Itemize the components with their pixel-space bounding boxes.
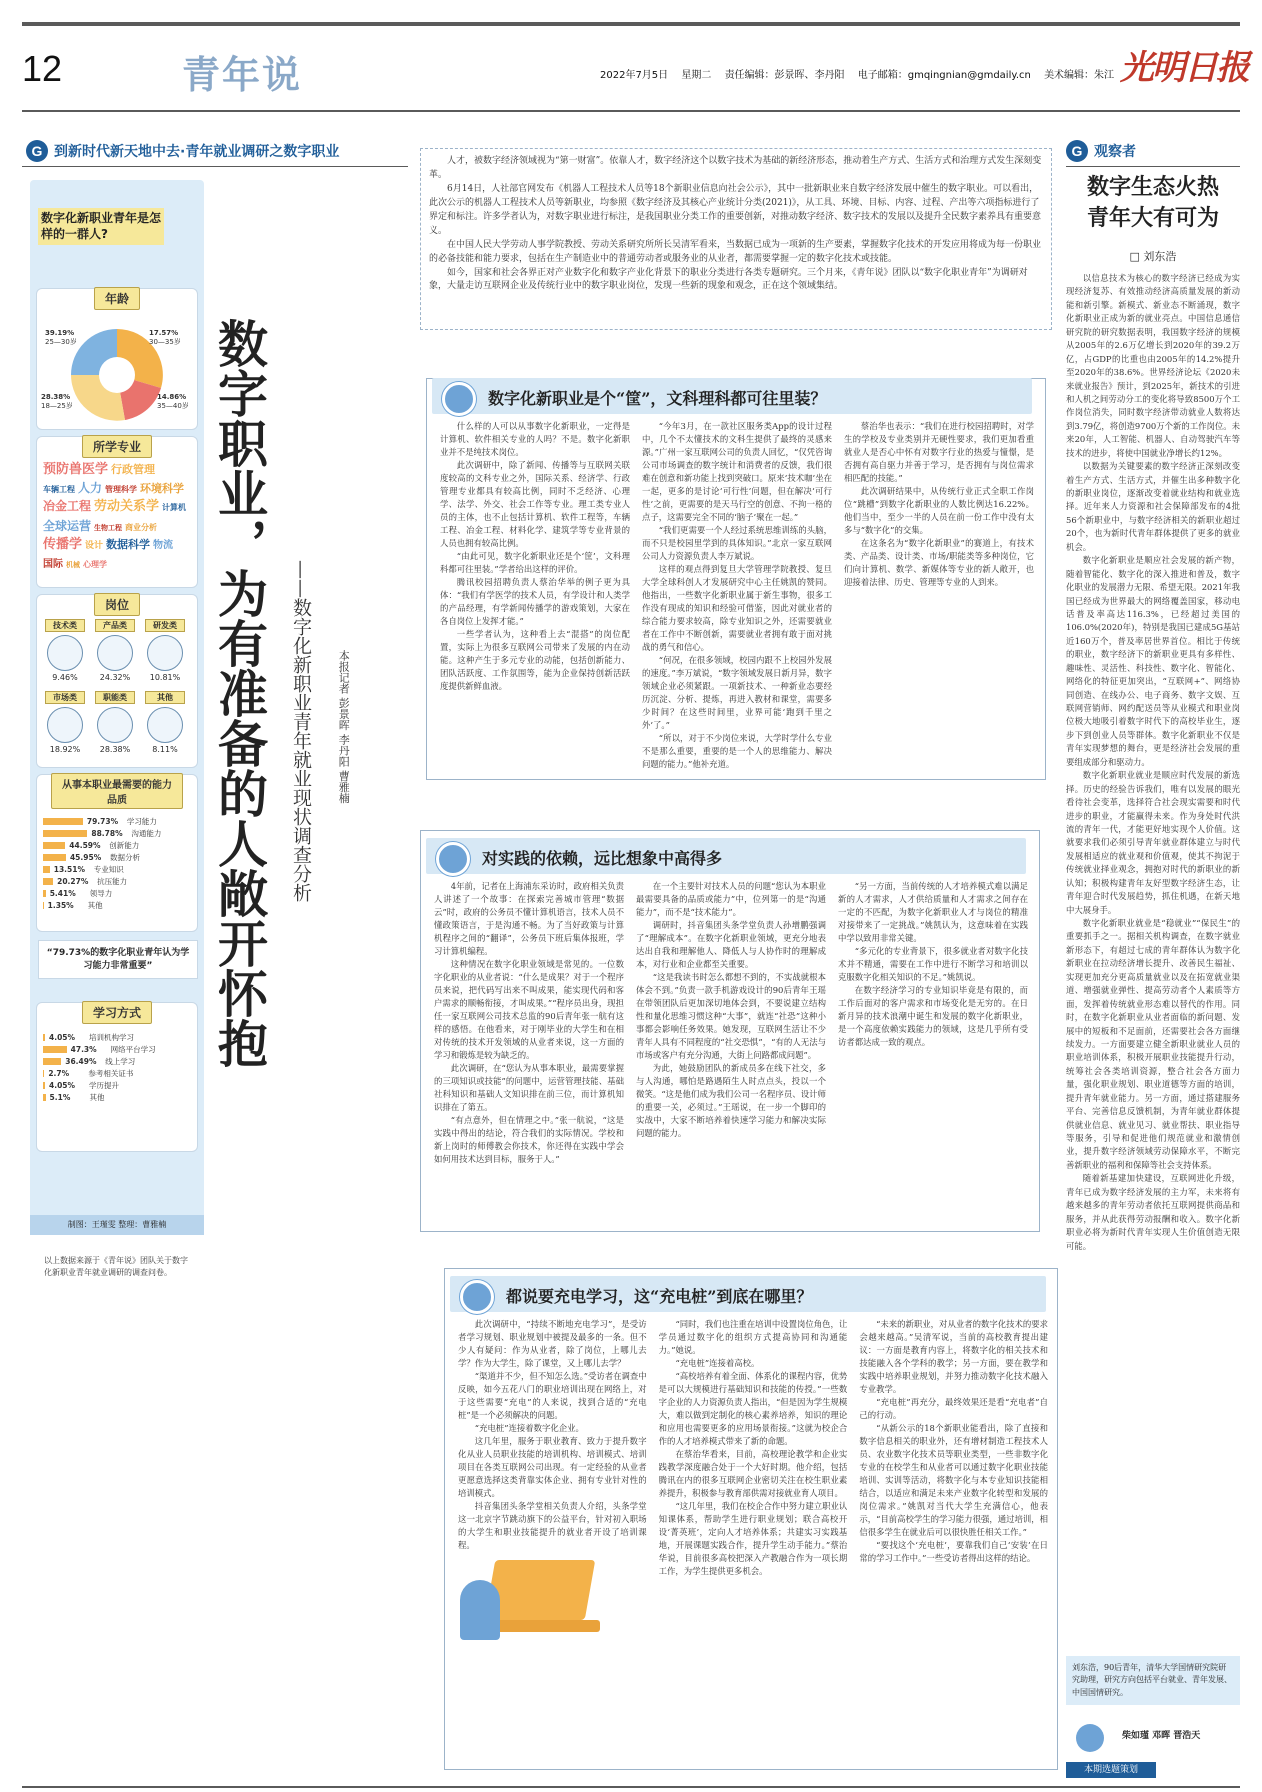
person-icon xyxy=(147,707,183,743)
intro-text xyxy=(429,155,1043,294)
major-word: 商业分析 xyxy=(125,522,158,532)
newspaper-logo: 光明日报 xyxy=(1120,48,1248,88)
bar-row xyxy=(43,863,193,875)
age-label-1: 17.57% 30—35岁 xyxy=(149,329,181,346)
article-paragraph: “今年3月，在一款社区服务类App的设计过程中，几个不太懂技术的文科生提供了最终的灵感来源。”广州一家互联网公司的负责人回忆，“仅凭咨询公司市场调查的数字统计和消费者的反馈，我们很难在创意和新功能上找到突破口。原来‘技术咖’坐在一起，更多的是讨论‘可行性’问题，但在解决‘可行性’之前，更需要的是天马行空的创意、不拘一格的点子，这需要完全不同的‘脑子’聚在一起。” xyxy=(642,421,832,523)
article-paragraph: “要找这个‘充电桩’，要靠我们自己‘安装’在日常的学习工作中。”一些受访者得出这样的结论。 xyxy=(859,1540,1048,1564)
major-word: 机械 xyxy=(66,561,80,570)
section-2-band xyxy=(426,838,1026,874)
bar-value: 36.49% xyxy=(65,1056,97,1066)
planning-box xyxy=(1066,1720,1240,1782)
intro-paragraph: 在中国人民大学劳动人事学院教授、劳动关系研究所所长吴清军看来，当数据已成为一项新的生产要素，掌握数字化技术的开发应用将成为每一份职业的必备技能和能力要求，包括在生产制造业中的普通劳动者或服务业的从业者，都需要掌握一定的数字化技术或技能。 xyxy=(429,239,1042,264)
bar-row xyxy=(43,1055,193,1067)
major-word: 预防兽医学 xyxy=(43,462,109,477)
observer-tag-label: 观察者 xyxy=(1094,144,1136,160)
clock-icon xyxy=(442,382,476,416)
person-icon xyxy=(147,635,183,671)
masthead-rule xyxy=(22,110,1240,112)
position-item xyxy=(95,619,135,682)
bar-row xyxy=(43,899,193,911)
person-icon xyxy=(97,707,133,743)
bar-row xyxy=(43,875,193,887)
bar-fill xyxy=(43,890,46,897)
position-card xyxy=(36,594,198,768)
major-word: 劳动关系学 xyxy=(94,499,160,515)
byline: 本报记者 彭景晖 李丹阳 曹雅楠 xyxy=(337,650,351,804)
bar-fill xyxy=(43,1082,45,1089)
main-headline: 数字职业，为有准备的人敞开怀抱 xyxy=(210,318,269,1068)
learning-card xyxy=(36,1002,198,1152)
age-card xyxy=(36,288,198,430)
ability-bar-chart xyxy=(43,815,193,911)
bar-fill xyxy=(43,1046,67,1053)
position-value: 24.32% xyxy=(99,673,131,682)
commentary-paragraph: 以信息技术为核心的数字经济已经成为实现经济复苏、有效推动经济高质量发展的新动能和新引擎。新模式、新业态不断涌现，数字化新职业正成为新的就业亮点。中国信息通信研究院的研究数据表明，我国数字经济的规模从2005年的2.6万亿增长到2020年的39.2万亿，占GDP的比重也由2005年的14.2%提升至2020年的38.6%。世界经济论坛《2020未来就业报告》预计，到2025年，新技术的引进和人机之间劳动分工的变化将导致8500万个工作岗位消失，同时数字经济带动就业人数将达到3.79亿，将创造9700万个新的工作岗位。未来20年，人工智能、机器人、自动驾驶汽车等技术的进步，将使中国就业净增长约12%。 xyxy=(1066,273,1240,458)
article-paragraph: “这几年里，我们在校企合作中努力建立职业认知课体系，帮助学生进行职业规划；联合高校开设‘菁英班’，定向人才培养体系；共建实习实践基地，开展课题实践合作，提升学生动手能力。”蔡治华说，目前很多高校把深入产教融合作为一项长期工作，为学生提供更多机会。 xyxy=(658,1501,848,1577)
person-icon xyxy=(47,707,83,743)
infographic-title: 数字化新职业青年是怎样的一群人? xyxy=(38,208,164,245)
laptop-illustration xyxy=(470,1540,600,1650)
major-word: 人力 xyxy=(78,481,103,496)
bar-fill xyxy=(43,878,53,885)
article-paragraph: 腾讯校园招聘负责人蔡治华举的例子更为具体：“我们有学医学的技术人员，有学设计和人类学的产品经理，有学新闻传播学的游戏策划，大家在各自岗位上发挥才能。” xyxy=(440,577,630,627)
position-item xyxy=(45,691,85,754)
bar-label: 其他 xyxy=(87,900,103,910)
planning-names: 柴如瑾 邓晖 晋浩天 xyxy=(1122,1731,1201,1741)
bar-label: 数据分析 xyxy=(109,852,140,862)
section-title: 青年说 xyxy=(182,52,303,97)
commentary-paragraph: 数字化新职业就业是顺应时代发展的新选择。历史的经验告诉我们，唯有以发展的眼光看待社会变革，选择符合社会现实需要和时代进步的职业，才能赢得未来。作为身处时代洪流的青年一代，才能更好地实现个人价值。这就要求我们必须引导青年就业群体建立与时代发展相适应的就业观和价值观，使其不拘泥于传统就业择业观念，拥抱对时代的新职业的新认知；积极构建青年友好型数字经济生态，让青年迎合时代发展趋势，抓住机遇，在新天地中大展身手。 xyxy=(1066,770,1240,915)
major-word: 计算机 xyxy=(162,503,187,513)
bar-value: 4.05% xyxy=(49,1080,76,1090)
masthead-editors: 责任编辑：彭景晖、李丹阳 xyxy=(724,70,845,81)
bar-label: 线上学习 xyxy=(105,1056,136,1066)
age-pie-hole xyxy=(99,357,135,393)
position-heading: 岗位 xyxy=(94,593,140,616)
position-label: 研发类 xyxy=(145,619,185,632)
infographic-credit: 制图：王瑾雯 整理：曹雅楠 xyxy=(30,1215,204,1235)
bar-value: 79.73% xyxy=(86,816,119,826)
article-paragraph: 此次调研中，除了新闻、传播等与互联网关联度较高的文科专业之外，国际关系、经济学、行政管理专业都具有较高比例，同时不乏经济、心理学、法学、外交、社会工作等专业。理工类专业人员的主体，也不止包括计算机、软件工程等，车辆工程、冶金工程、材料化学、建筑学等专业背景的人员也拥有较高比例。 xyxy=(440,460,630,549)
bar-value: 44.59% xyxy=(69,840,101,850)
major-word: 车辆工程 xyxy=(43,485,75,495)
article-paragraph: “渠道并不少，但不知怎么选。”受访者在调查中反映，如今五花八门的职业培训出现在网络上，对于这些需要“充电”的人来说，找到合适的“充电桩”是一个必须解决的问题。 xyxy=(458,1371,647,1421)
major-word: 环境科学 xyxy=(140,482,185,496)
position-value: 9.46% xyxy=(52,673,78,682)
major-word: 生物工程 xyxy=(94,523,123,532)
major-word: 传播学 xyxy=(43,536,83,552)
bar-label: 领导力 xyxy=(89,888,113,898)
article-column xyxy=(440,420,630,770)
major-word: 行政管理 xyxy=(111,463,156,476)
position-value: 18.92% xyxy=(49,745,81,754)
bar-row xyxy=(43,839,193,851)
age-heading: 年龄 xyxy=(94,287,140,310)
article-paragraph: 4年前，记者在上海浦东采访时，政府相关负责人讲述了一个故事：在探索完善城市管理“数据云”时，政府的公务员不懂计算机语言，技术人员不懂政策语言，于是沟通不畅。为了当好政策与计算机程序之间的“翻译”，公务员下班后集体报班，学习计算机编程。 xyxy=(434,881,624,957)
major-word: 数据科学 xyxy=(106,537,151,551)
article-paragraph: 在一个主要针对技术人员的问题“您认为本职业最需要具备的品质或能力”中，位列第一的是“沟通能力”，而不是“技术能力”。 xyxy=(636,881,826,918)
position-item xyxy=(145,691,185,754)
article-column xyxy=(859,1318,1048,1762)
commentary-title-line2: 青年大有可为 xyxy=(1086,204,1219,231)
bar-label: 培训机构学习 xyxy=(89,1032,135,1042)
bar-label: 抗压能力 xyxy=(97,876,128,886)
major-word: 物流 xyxy=(153,539,174,551)
article-column xyxy=(636,880,826,1224)
article-column xyxy=(659,1318,848,1762)
position-label: 其他 xyxy=(145,691,185,704)
page-number: 12 xyxy=(22,48,63,89)
section-3-title: 都说要充电学习，这“充电桩”到底在哪里？ xyxy=(506,1287,813,1306)
bar-value: 5.1% xyxy=(49,1092,71,1102)
bar-label: 创新能力 xyxy=(109,840,140,850)
bar-row xyxy=(43,827,193,839)
bar-label: 沟通能力 xyxy=(131,828,162,838)
article-paragraph: 此次调研结果中，从传统行业正式全职工作岗位“跳槽”到数字化新职业的人数比例达16.22%。他们当中，至少一半的人员在前一份工作中没有太多与“数字化”的交集。 xyxy=(844,486,1034,536)
bar-row xyxy=(43,1079,193,1091)
article-paragraph: 在这条名为“数字化新职业”的赛道上，有技术类、产品类、设计类、市场/职能类等多种岗位，它们向计算机、数学、新媒体等专业的新人敞开，也迎接着法律、历史、管理等专业的人到来。 xyxy=(844,538,1034,588)
article-paragraph: 在数字经济学习的专业知识毕竟是有限的，而工作后面对的客户需求和市场变化是无穷的。在日新月异的技术浪潮中诞生和发展的数字化新职业，是一个高度依赖实践能力的领域，这是几乎所有受访者都达成一致的观点。 xyxy=(838,985,1028,1048)
article-paragraph: “何况，在很多领域，校园内跟不上校园外发展的速度。”李万斌说，“数字领域发展日新月异，数字领域企业必须紧跟。一项新技术、一种新业态要经历沉淀、分析、提炼，再进入教材和课堂，需要多少时间？在这些时间里，业界可能‘跑到千里之外’了。” xyxy=(642,655,832,731)
bar-value: 20.27% xyxy=(57,876,89,886)
masthead-email: 电子邮箱：gmqingnian@gmdaily.cn xyxy=(857,70,1031,81)
clock-icon xyxy=(436,842,470,876)
article-paragraph: “我们更需要一个人经过系统思维训练的头脑，而不只是校园里学到的具体知识。”北京一家互联网公司人力资源负责人李万斌说。 xyxy=(642,525,832,562)
bar-fill xyxy=(43,866,50,873)
age-label-2: 28.38% 18—25岁 xyxy=(41,393,73,410)
major-word: 冶金工程 xyxy=(43,499,92,514)
position-item xyxy=(145,619,185,682)
position-label: 技术类 xyxy=(45,619,85,632)
position-value: 8.11% xyxy=(152,745,178,754)
person-shape xyxy=(460,1580,500,1640)
bar-label: 其他 xyxy=(89,1092,105,1102)
bar-row xyxy=(43,1043,193,1055)
bar-row xyxy=(43,1067,193,1079)
article-paragraph: “有点意外，但在情理之中。”张一航说，“这是实践中得出的结论，符合我们的实际情况。学校和新上岗时的师傅教会你技术，你还得在实践中学会如何用技术达到目标，服务于人。” xyxy=(434,1115,624,1165)
bar-label: 专业知识 xyxy=(93,864,124,874)
bar-fill xyxy=(43,854,66,861)
series-tag-underline xyxy=(22,166,408,167)
clock-icon xyxy=(460,1280,494,1314)
article-column xyxy=(844,420,1034,770)
bar-row xyxy=(43,887,193,899)
bar-value: 1.35% xyxy=(47,900,74,910)
section-1-title: 数字化新职业是个“筐”，文科理科都可往里装？ xyxy=(488,389,827,408)
observer-underline xyxy=(1066,166,1240,167)
commentary-title xyxy=(1066,172,1240,234)
article-paragraph: “充电桩”连接着高校。 xyxy=(675,1358,760,1369)
article-column xyxy=(642,420,832,770)
bar-value: 4.05% xyxy=(49,1032,76,1042)
intro-box xyxy=(420,148,1052,330)
article-paragraph: 什么样的人可以从事数字化新职业，一定得是计算机、软件相关专业的人吗？不是。数字化新职业并不是纯技术岗位。 xyxy=(440,421,630,458)
bar-value: 13.51% xyxy=(53,864,85,874)
bar-label: 网络平台学习 xyxy=(110,1044,156,1054)
article-paragraph: 蔡治华也表示：“我们在进行校园招聘时，对学生的学校及专业类别并无硬性要求，我们更加看重就业人是否心中怀有对数字行业的热爱与憧憬，是否拥有高自驱力并善于学习，是否拥有与岗位需求相匹配的技能。” xyxy=(844,421,1034,484)
source-note: 以上数据来源于《青年说》团队关于数字化新职业青年就业调研的调查问卷。 xyxy=(44,1256,188,1278)
major-word: 管理科学 xyxy=(105,485,138,495)
article-paragraph: “充电桩”再充分，最终效果还是看“充电者”自己的行动。 xyxy=(859,1397,1048,1421)
article-paragraph: “由此可见，数字化新职业还是个‘筐’，文科理科都可往里装。”学者给出这样的评价。 xyxy=(440,551,630,575)
bar-fill xyxy=(43,842,65,849)
article-paragraph: “充电桩”连接着数字化企业。 xyxy=(474,1423,584,1434)
article-paragraph: “未来的新职业，对从业者的数字化技术的要求会越来越高。”吴清军说，当前的高校教育提出建议：一方面是教育内容上，将数字化的相关技术和技能融入各个学科的教学；另一方面，要在教学和实践中培养职业规划，并努力推动数字化技术融入专业教学。 xyxy=(859,1319,1048,1395)
article-paragraph: “从新公示的18个新职业能看出，除了直接和数字信息相关的职业外，还有增材制造工程技术人员、农业数字化技术员等职业类型，一些非数字化专业的在校学生和从业者可以通过数字化职业技能培训、实训等活动，将数字化与本专业知识技能相结合，以适应和满足未来产业数字化转型和发展的岗位需求。”姚凯对当代大学生充满信心，他表示，“目前高校学生的学习能力很强，通过培训，相信很多学生在就业后可以很快胜任相关工作。” xyxy=(859,1423,1048,1538)
bar-label: 学习能力 xyxy=(126,816,157,826)
major-word: 设计 xyxy=(85,540,104,551)
article-paragraph: “高校培养有着全面、体系化的课程内容，优势是可以大规模进行基础知识和技能的传授。”一些数字企业的人力资源负责人指出，“但是因为学生规模大，难以做到定制化的核心素养培养，知识的理论和应用也需要更多的应用场景衔接。”这就为校企合作的人才培养模式带来了新的命题。 xyxy=(658,1371,848,1447)
planning-label: 本期选题策划 xyxy=(1066,1762,1156,1778)
article-paragraph: 这几年里，服务于职业教育、致力于提升数字化从业人员职业技能的培训机构、培训模式、培训项目在各类互联网公司出现。有一定经验的从业者更愿意选择这类背靠实体企业、拥有专业针对性的培训模式。 xyxy=(458,1436,647,1499)
sub-headline: ——数字化新职业青年就业现状调查分析 xyxy=(290,560,312,902)
masthead-meta xyxy=(600,66,1124,81)
intro-paragraph: 人才，被数字经济领域视为“第一财富”。依靠人才，数字经济这个以数字技术为基础的新经济形态，推动着生产方式、生活方式和治理方式发生深刻变革。 xyxy=(429,156,1042,180)
article-paragraph: 调研时，抖音集团头条学堂负责人孙增鹏强调了“理解成本”。在数字化新职业领域，更充分地表达出自我和理解他人、降低人与人协作时的理解成本，对行业和企业都至关重要。 xyxy=(636,920,826,970)
g-logo-icon: G xyxy=(26,140,48,162)
position-value: 10.81% xyxy=(149,673,181,682)
bar-row xyxy=(43,851,193,863)
bar-fill xyxy=(43,1094,46,1101)
position-label: 职能类 xyxy=(95,691,135,704)
position-value: 28.38% xyxy=(99,745,131,754)
series-tag-label: 到新时代新天地中去·青年就业调研之数字职业 xyxy=(54,144,340,160)
bar-value: 88.78% xyxy=(91,828,123,838)
bottom-border xyxy=(22,1786,1240,1788)
section-2-title: 对实践的依赖，远比想象中高得多 xyxy=(482,849,723,868)
masthead-weekday: 星期二 xyxy=(681,70,712,81)
bar-row xyxy=(43,1091,193,1103)
series-tag xyxy=(26,140,339,162)
article-paragraph: 这样的观点得到复旦大学管理学院教授、复旦大学全球科创人才发展研究中心主任姚凯的赞同。他指出，一些数字化新职业属于新生事物，很多工作没有现成的知识和经验可借鉴，因此对就业者的综合能力要求较高，除专业知识之外，还需要就业者在工作中不断创新，需要就业者拥有敢于面对挑战的勇气和信心。 xyxy=(642,564,832,653)
age-pie-chart xyxy=(37,309,197,429)
commentary-paragraph: 随着新基建加快建设，互联网进化升级，青年已成为数字经济发展的主力军，未来将有越来越多的青年劳动者依托互联网提供商品和服务，并从此获得劳动报酬和收入。数字化新职业必将为新时代青年实现人生价值创造无限可能。 xyxy=(1066,1173,1240,1251)
bar-label: 参考相关证书 xyxy=(88,1068,134,1078)
bar-value: 2.7% xyxy=(48,1068,70,1078)
major-heading: 所学专业 xyxy=(82,435,152,458)
bar-fill xyxy=(43,830,87,837)
author-bio: 刘东浩，90后青年，清华大学国情研究院研究助理，研究方向包括平台就业、青年发展、中国国情研究。 xyxy=(1066,1656,1240,1705)
bar-fill xyxy=(43,818,83,825)
top-border xyxy=(22,22,1240,26)
age-label-3: 14.86% 35—40岁 xyxy=(157,393,189,410)
g-logo-icon: G xyxy=(1066,140,1088,162)
bar-fill xyxy=(43,1058,61,1065)
section-3-band xyxy=(450,1276,1046,1312)
ability-heading: 从事本职业最需要的能力品质 xyxy=(51,773,183,809)
position-label: 产品类 xyxy=(95,619,135,632)
commentary-body xyxy=(1066,272,1240,1652)
commentary-paragraph: 数字化新职业就业是“稳就业”“保民生”的重要抓手之一。据相关机构调查，在数字就业新形态下，有超过七成的青年群体认为数字化新职业在拉动经济增长提升、改善民生福祉、实现更加充分更高质量就业以及在拓宽就业渠道、增强就业弹性、提高劳动者个人素质等方面，发挥着传统就业形态难以替代的作用。同时，在数字化新职业从业者面临的新问题、发展中的短板和不足面前，还需要社会各方面继续发力。一方面要建立健全新职业就业人员的职业培训体系，积极开展职业技能提升行动，统筹社会各类培训资源，整合社会各方面力量，强化职业规划、职业道德等方面的培训，提升青年就业能力。另一方面，通过搭建服务平台、完善信息反馈机制，为青年就业群体提供就业信息、就业见习、就业帮扶、职业指导等服务，引导和促进他们规范就业和激情创业，提升数字经济领域劳动保障水平，不断完善新职业的福利和保障等社会支持体系。 xyxy=(1066,918,1240,1170)
article-column xyxy=(838,880,1028,1224)
major-word: 国际 xyxy=(43,559,63,571)
position-item xyxy=(95,691,135,754)
article-paragraph: “另一方面，当前传统的人才培养模式难以满足新的人才需求，人才供给质量和人才需求之间存在一定的不匹配，为数字化新职业人才与岗位的精准对接带来了一定挑战。”姚凯认为，这意味着在实践中学以致用非常关键。 xyxy=(838,881,1028,944)
commentary-author: □ 刘东浩 xyxy=(1129,250,1177,263)
bar-row xyxy=(43,815,193,827)
major-card xyxy=(36,436,198,588)
article-paragraph: 为此，她鼓励团队的新成员多在线下社交，多与人沟通，哪怕是路遇陌生人时点点头，投以一个微笑。“这是他们成为我们公司一名程序员、设计师的重要一关，必须过。”王瑶说，在一步一个脚印的实战中，大家不断培养着快速学习能力和解决实际问题的能力。 xyxy=(636,1063,826,1139)
major-word: 心理学 xyxy=(83,560,107,570)
bar-value: 47.3% xyxy=(70,1044,97,1054)
major-word: 全球运营 xyxy=(43,518,92,533)
bar-value: 45.95% xyxy=(69,852,102,862)
bar-value: 5.41% xyxy=(49,888,76,898)
article-paragraph: “这是我读书时怎么都想不到的，不实战就根本体会不到。”负责一款手机游戏设计的90后青年王瑶在带领团队后更加深切地体会到，不要说建立结构性和量化思维习惯这种“大事”，就连“社恐”这种小事都会影响任务效果。她发现，互联网生活让不少青年人具有不同程度的“社交恐惧”，“有的人无法与市场或客户有充分沟通，大街上问路都成问题”。 xyxy=(636,972,826,1061)
masthead-date: 2022年7月5日 xyxy=(600,70,669,81)
article-paragraph: 一些学者认为，这种看上去“混搭”的岗位配置，实际上为很多互联网公司带来了发展的内在动能。这种产生于多元专业的动能，包括创新能力、团队活跃度、工作氛围等，能为企业保持创新活跃度提供新鲜血液。 xyxy=(440,629,630,692)
bar-label: 学历提升 xyxy=(89,1080,120,1090)
age-label-0: 39.19% 25—30岁 xyxy=(45,329,77,346)
section-1-band xyxy=(432,378,1032,414)
bar-fill xyxy=(43,1070,44,1077)
ability-card xyxy=(36,774,198,932)
position-label: 市场类 xyxy=(45,691,85,704)
bar-fill xyxy=(43,1034,45,1041)
infographic-panel xyxy=(30,180,204,1235)
article-paragraph: 此次调研，在“您认为从事本职业，最需要掌握的三项知识或技能”的问题中，运营管理技能、基础社科知识和基础人文知识排在前三位，而计算机知识排在了第五。 xyxy=(434,1063,624,1113)
observer-tag xyxy=(1066,140,1136,162)
article-paragraph: 在蔡治华看来，目前，高校理论教学和企业实践教学深度融合处于一个大好时期。他介绍，包括腾讯在内的很多互联网企业密切关注在校生职业素养提升，积极参与教育部供需对接就业育人项目。 xyxy=(658,1449,848,1499)
learning-bar-chart xyxy=(43,1031,193,1103)
masthead-art-editor: 美术编辑：朱江 xyxy=(1044,70,1115,81)
position-item xyxy=(45,619,85,682)
article-paragraph: 抖音集团头条学堂相关负责人介绍，头条学堂这一北京字节跳动旗下的公益平台，针对初入职场的大学生和职业技能提升的就业者开设了培训课程。 xyxy=(458,1501,647,1551)
laptop-screen-shape xyxy=(485,1560,596,1620)
article-paragraph: “同时，我们也注重在培训中设置岗位角色，让学员通过数字化的组织方式提高协同和沟通能力。”她说。 xyxy=(658,1319,848,1356)
major-word-cloud xyxy=(43,459,191,583)
learning-heading: 学习方式 xyxy=(82,1001,152,1024)
article-paragraph: “多元化的专业背景下，很多就业者对数字化技术并不精通，需要在工作中进行不断学习和培训以克服数字化相关知识的不足。”姚凯说。 xyxy=(838,946,1028,983)
article-column xyxy=(434,880,624,1224)
bar-row xyxy=(43,1031,193,1043)
commentary-paragraph: 以数据为关键要素的数字经济正深刻改变着生产方式、生活方式，并催生出多种数字化的新职业岗位，逐渐改变着就业结构和就业选择。近年来人力资源和社会保障部发布的4批56个新职业中，与数字经济相关的新职业超过20个，也为新时代青年群体提供了更多的就业机会。 xyxy=(1066,461,1240,552)
ability-callout: “79.73%的数字化职业青年认为学习能力非常重要” xyxy=(38,940,198,979)
article-paragraph: 这种情况在数字化职业领域是常见的。一位数字化职业的从业者说：“什么是成果？对于一个程序员来说，把代码写出来不叫成果，能实现代码和客户需求的顺畅衔接，才叫成果。”“程序员出身，现担任一家互联网公司技术总监的90后青年张一航有这样的感悟。在他看来，对于刚毕业的大学生和在相对传统的技术开发领域的从业者来说，这一方面的学习和锻炼是较为缺乏的。 xyxy=(434,959,624,1061)
commentary-paragraph: 数字化新职业是顺应社会发展的新产物，随着智能化、数字化的深入推进和普及，数字化职业的发展潜力无限、希望无限。2021年我国已经成为世界最大的网络覆盖国家，移动电话普及率高达116.3%，已经超过美国的106.0%(2020年)，特别是我国已建成5G基站近160万个，普及率居世界首位。相比于传统的职业，数字经济下的新职业更具有多样性、趣味性、灵活性、科技性、数字化、智能化、网络化的特征更加突出，“互联网+”、网络协同创造、在线办公、电子商务、数字文娱、互联网营销师、网约配送员等从业模式和职业岗位极大地吸引着数字时代下的高校毕业生，逐步下到创业人员等群体。数字化新职业不仅是青年实现梦想的舞台，更是经济社会发展的重要组成部分和驱动力。 xyxy=(1066,555,1240,767)
bar-fill xyxy=(43,902,44,909)
intro-paragraph: 如今，国家和社会各界正对产业数字化和数字产业化背景下的职业分类进行各类专题研究。三个月来，《青年说》团队以“数字化职业青年”为调研对象，大量走访互联网企业及传统行业中的数字职业岗位，发现一些新的现象和观念，正在这个领域集结。 xyxy=(429,267,1028,292)
article-paragraph: “所以，对于不少岗位来说，大学时学什么专业不是那么重要，重要的是一个人的思维能力、解决问题的能力。”他补充道。 xyxy=(642,733,832,770)
person-icon xyxy=(97,635,133,671)
lightbulb-icon xyxy=(1076,1724,1104,1752)
intro-paragraph: 6月14日，人社部官网发布《机器人工程技术人员等18个新职业信息向社会公示》，其中一批新职业来自数字经济发展中催生的数字职业。可以看出，此次公示的机器人工程技术人员等新职业，均参照《数字经济及其核心产业统计分类(2021)》，从工具、环境、目标、内容、过程、产出等六项指标进行了界定和标注。许多学者认为，对数字职业进行标注，是我国职业分类工作的重要创新，对推动数字经济、数字技术的发展以及提升全民数字素养具有重要意义。 xyxy=(429,183,1042,236)
commentary-title-line1: 数字生态火热 xyxy=(1086,174,1219,200)
person-icon xyxy=(47,635,83,671)
article-paragraph: 此次调研中，“持续不断地充电学习”，是受访者学习规划、职业规划中被提及最多的一条。但不少人有疑问：作为从业者，除了岗位，上哪儿去学？作为大学生，除了课堂，又上哪儿去学？ xyxy=(458,1319,647,1369)
